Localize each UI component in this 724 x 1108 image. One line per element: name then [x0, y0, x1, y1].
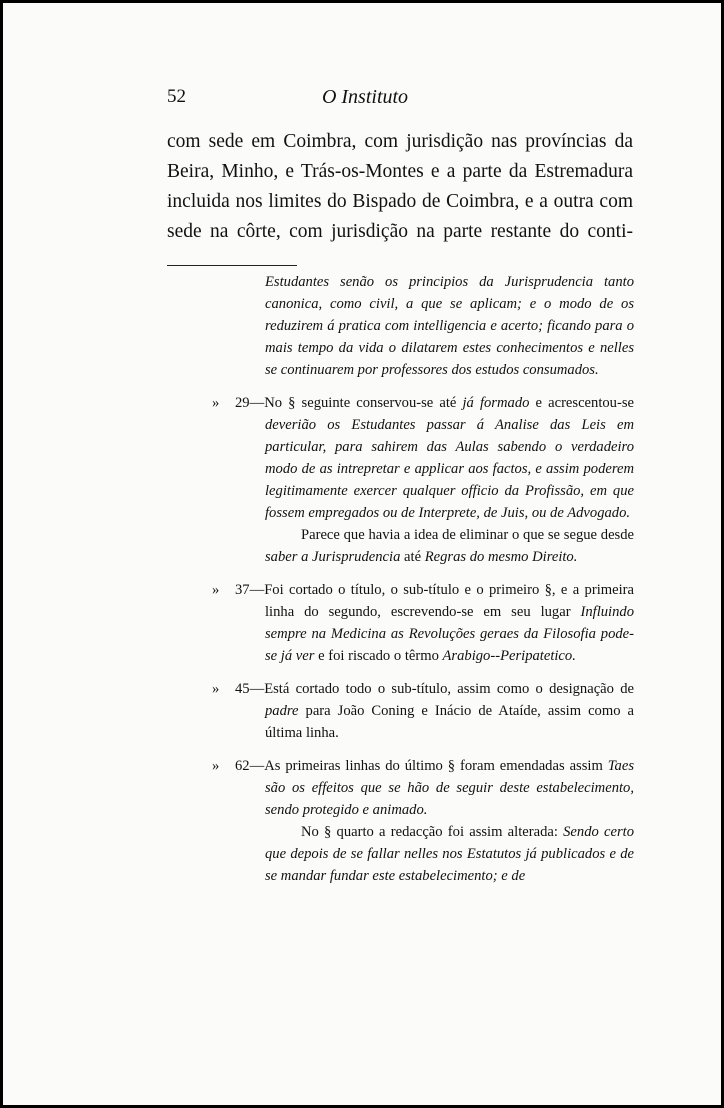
note-45: [212, 678, 634, 744]
note-number: 37—: [235, 582, 265, 598]
note-29-comment: Parece que havia a idea de eliminar o que se segue desde saber a Jurisprudencia até Regras do mesmo Direito.: [265, 527, 634, 565]
main-text: [167, 127, 633, 247]
note-number: 45—: [235, 681, 265, 697]
note-62-text: 62—As primeiras linhas do último § foram emendadas assim Taes são os effeitos que se hão de seguir deste estabelecimento, sendo protegido e animado.: [235, 758, 634, 818]
note-37-text: 37—Foi cortado o título, o sub-título e o primeiro §, e a primeira linha do segundo, escrevendo-se em seu lugar Influindo sempre na Medicina as Revoluções geraes da Filosofia pode-se já ver e foi riscado o têrmo Arabigo--Peripatetico.: [235, 582, 634, 664]
main-text-line: com sede em Coimbra, com jurisdição nas províncias da: [167, 131, 633, 152]
page-header: [3, 86, 724, 116]
note-37: [212, 579, 634, 667]
note-continued-text: Estudantes senão os principios da Jurisprudencia tanto canonica, como civil, a que se aplicam; e o modo de os reduzirem á pratica com intelligencia e acerto; ficando para o mais tempo da vida o dilatarem estes conhecimentos e nelles se continuarem por professores dos estudos consumados.: [265, 274, 634, 378]
note-number: 62—: [235, 758, 265, 774]
note-62: [212, 755, 634, 887]
main-text-line: Beira, Minho, e Trás-os-Montes e a parte da Estremadura: [167, 161, 633, 182]
note-marker: »: [212, 758, 220, 774]
note-29: [212, 392, 634, 568]
note-45-text: 45—Está cortado todo o sub-título, assim como o designação de padre para João Coning e Inácio de Ataíde, assim como a última linha.: [235, 681, 634, 741]
main-text-line: sede na côrte, com jurisdição na parte restante do conti-: [167, 221, 633, 242]
note-number: 29—: [235, 395, 265, 411]
note-continued: [265, 271, 634, 381]
running-title: O Instituto: [321, 86, 409, 108]
footnotes: [3, 271, 724, 887]
note-marker: »: [212, 582, 220, 598]
main-text-line: incluida nos limites do Bispado de Coimbra, e a outra com: [167, 191, 633, 212]
note-marker: »: [212, 681, 220, 697]
note-marker: »: [212, 395, 220, 411]
page-number: 52: [167, 86, 186, 107]
note-29-text: 29—No § seguinte conservou-se até já formado e acrescentou-se deverião os Estudantes passar á Analise das Leis em particular, para sahirem das Aulas sabendo o verdadeiro modo de as intrepretar e applicar aos factos, e assim poderem legitimamente exercer qualquer officio da Profissão, em que fossem empregados ou de Interprete, de Juis, ou de Advogado.: [235, 395, 634, 521]
note-62-comment: No § quarto a redacção foi assim alterada: Sendo certo que depois de se fallar nelles nos Estatutos já publicados e de se mandar fundar este estabelecimento; e de: [265, 824, 634, 884]
footnote-rule: [167, 265, 297, 266]
